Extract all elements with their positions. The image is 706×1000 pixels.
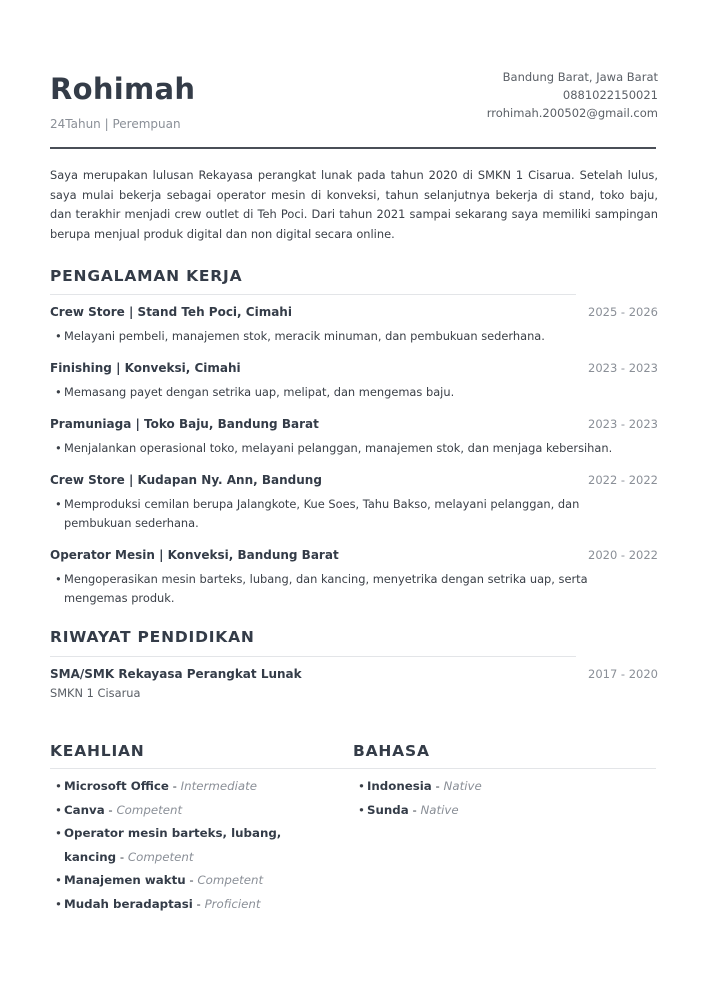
bullet-icon: •	[55, 873, 62, 887]
experience-bullet: • Mengoperasikan mesin barteks, lubang, dan kancing, menyetrika dengan setrika uap, serta mengemas produk.	[55, 572, 588, 605]
education-divider	[50, 656, 576, 657]
bullet-icon: •	[55, 497, 62, 511]
experience-title: Crew Store | Stand Teh Poci, Cimahi	[50, 305, 292, 319]
experience-date: 2025 - 2026	[588, 305, 658, 319]
header-divider	[50, 147, 656, 149]
skills-section-title: KEAHLIAN	[50, 742, 145, 760]
skill-item: • Microsoft Office - Intermediate	[55, 775, 320, 799]
experience-divider	[50, 294, 576, 295]
education-school: SMKN 1 Cisarua	[50, 686, 141, 700]
bullet-icon: •	[55, 826, 62, 840]
skill-item: • Operator mesin barteks, lubang, kancing - Competent	[55, 822, 320, 869]
education-title: SMA/SMK Rekayasa Perangkat Lunak	[50, 667, 302, 681]
bullet-icon: •	[55, 441, 62, 455]
bullet-icon: •	[358, 779, 365, 793]
skill-item: • Mudah beradaptasi - Proficient	[55, 893, 320, 917]
candidate-subtitle: 24Tahun | Perempuan	[50, 117, 181, 131]
language-item: • Indonesia - Native	[358, 775, 648, 799]
experience-bullet: • Menjalankan operasional toko, melayani pelanggan, manajemen stok, dan menjaga kebersihan.	[55, 439, 649, 458]
contact-location: Bandung Barat, Jawa Barat	[502, 70, 658, 84]
contact-email[interactable]: rrohimah.200502@gmail.com	[486, 106, 658, 120]
contact-block	[487, 68, 658, 122]
experience-title: Finishing | Konveksi, Cimahi	[50, 361, 241, 375]
bullet-icon: •	[358, 802, 365, 817]
profile-summary: Saya merupakan lulusan Rekayasa perangkat lunak pada tahun 2020 di SMKN 1 Cisarua. Setelah lulus, saya mulai bekerja sebagai operator mesin di konveksi, tahun selanjutnya bekerja di stand, toko baju, dan terakhir menjadi crew outlet di Teh Poci. Dari tahun 2021 sampai sekarang saya memiliki sampingan berupa menjual produk digital dan non digital secara online.	[50, 168, 658, 241]
language-item: • Sunda - Native	[358, 799, 648, 823]
experience-date: 2020 - 2022	[588, 548, 658, 562]
skills-divider	[50, 768, 656, 769]
experience-title: Operator Mesin | Konveksi, Bandung Barat	[50, 548, 339, 562]
experience-date: 2023 - 2023	[588, 417, 658, 431]
languages-list	[358, 775, 648, 822]
experience-bullet: • Melayani pembeli, manajemen stok, meracik minuman, dan pembukuan sederhana.	[55, 327, 649, 346]
skills-list	[55, 775, 320, 916]
experience-bullet: • Memasang payet dengan setrika uap, melipat, dan mengemas baju.	[55, 383, 649, 402]
skill-item: • Canva - Competent	[55, 799, 320, 823]
contact-phone: 0881022150021	[562, 88, 658, 102]
education-date: 2017 - 2020	[588, 667, 658, 681]
languages-section-title: BAHASA	[353, 742, 430, 760]
bullet-icon: •	[55, 779, 62, 793]
experience-section-title: PENGALAMAN KERJA	[50, 267, 243, 285]
bullet-icon: •	[55, 329, 62, 343]
bullet-icon: •	[55, 572, 62, 586]
experience-date: 2022 - 2022	[588, 473, 658, 487]
education-section-title: RIWAYAT PENDIDIKAN	[50, 628, 255, 646]
experience-date: 2023 - 2023	[588, 361, 658, 375]
bullet-icon: •	[55, 385, 62, 399]
skill-item: • Manajemen waktu - Competent	[55, 869, 320, 893]
candidate-name: Rohimah	[50, 72, 196, 106]
bullet-icon: •	[55, 802, 62, 817]
bullet-icon: •	[55, 896, 62, 911]
experience-bullet: • Memproduksi cemilan berupa Jalangkote, Kue Soes, Tahu Bakso, melayani pelanggan, dan pembukuan sederhana.	[55, 497, 580, 530]
experience-title: Pramuniaga | Toko Baju, Bandung Barat	[50, 417, 319, 431]
experience-title: Crew Store | Kudapan Ny. Ann, Bandung	[50, 473, 322, 487]
